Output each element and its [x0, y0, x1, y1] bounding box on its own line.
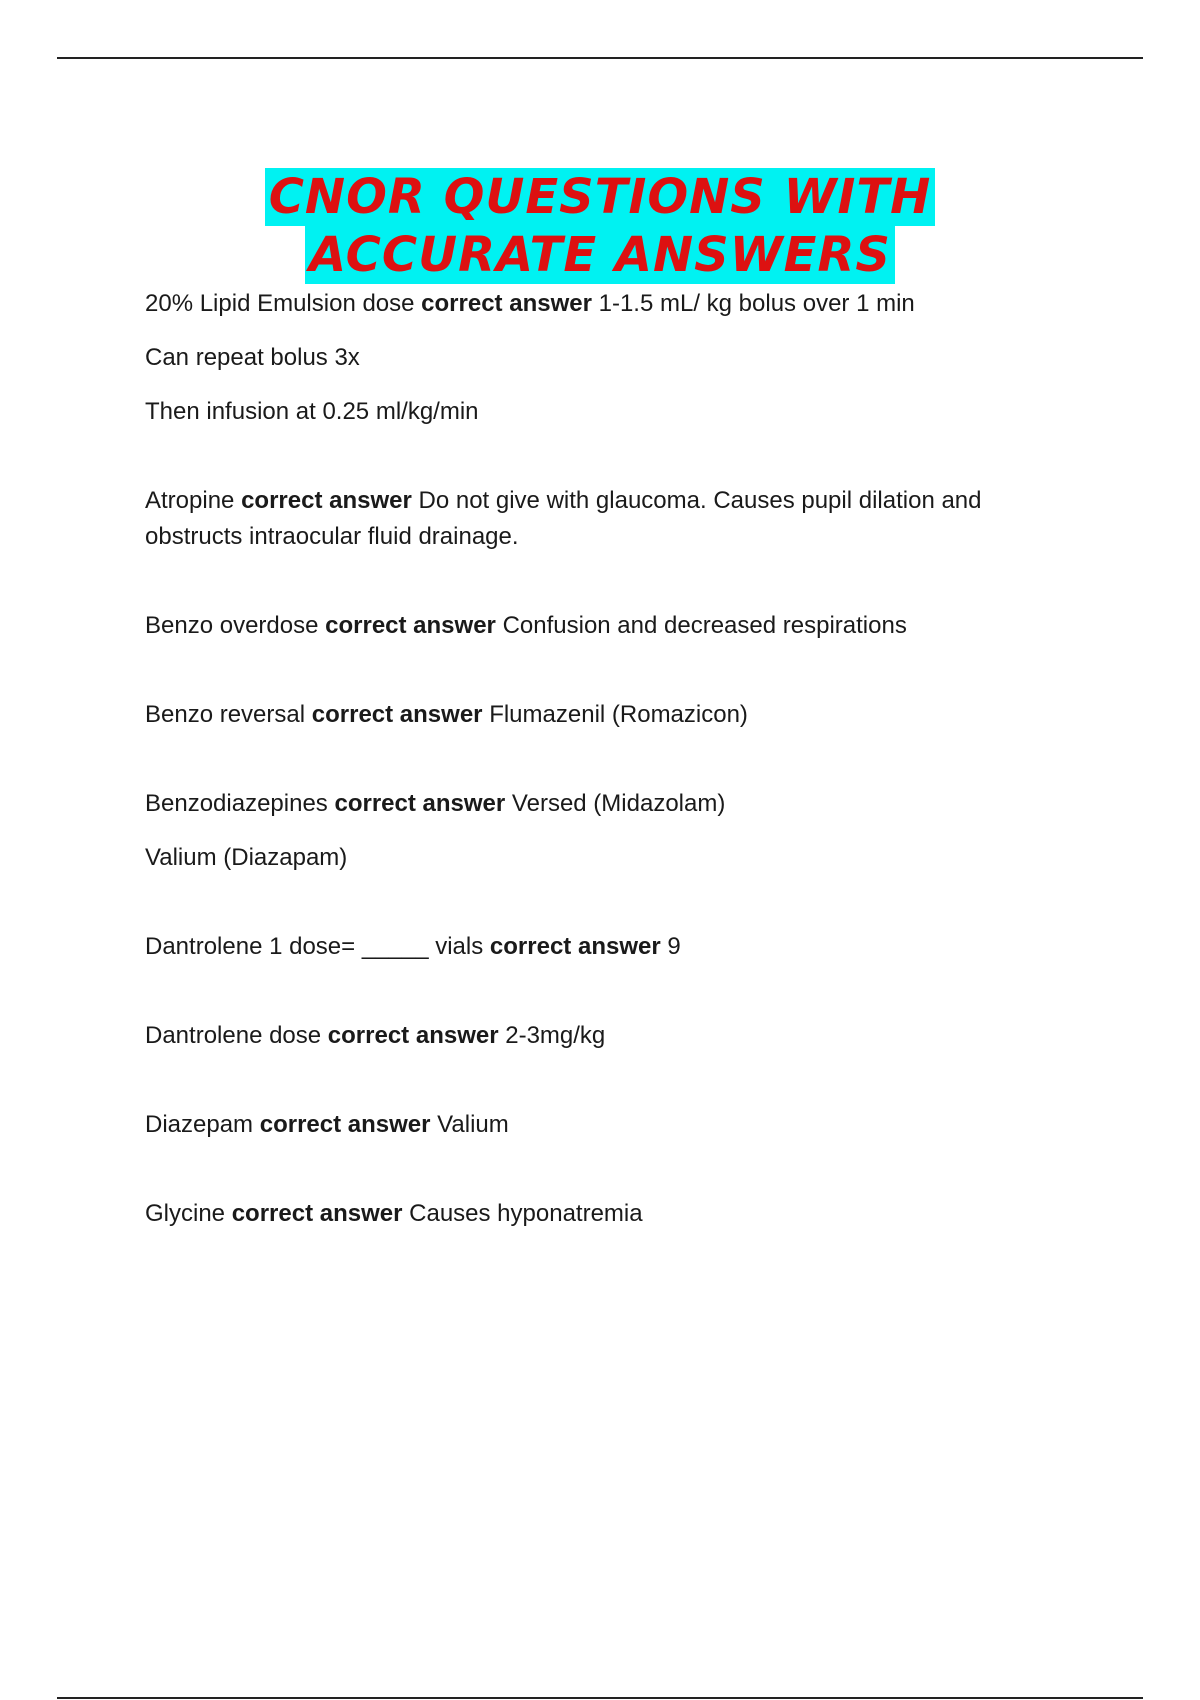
qa-entry — [145, 697, 1065, 733]
qa-line — [145, 697, 1065, 733]
answer-marker: correct answer — [334, 790, 506, 817]
qa-line — [145, 786, 1065, 822]
answer-text: Flumazenil (Romazicon) — [489, 701, 748, 728]
qa-entry — [145, 1196, 1065, 1232]
answer-text: Causes hyponatremia — [409, 1200, 643, 1227]
qa-entry — [145, 929, 1065, 965]
qa-entry — [145, 286, 1065, 430]
qa-entry — [145, 1107, 1065, 1143]
question-text: 20% Lipid Emulsion dose — [145, 290, 415, 317]
qa-entry — [145, 786, 1065, 876]
qa-line — [145, 483, 1065, 555]
answer-text: 1-1.5 mL/ kg bolus over 1 min — [598, 290, 915, 317]
answer-text: 9 — [667, 933, 681, 960]
question-text: Benzo reversal — [145, 701, 306, 728]
footer-rule — [57, 1697, 1143, 1699]
answer-marker: correct answer — [231, 1200, 403, 1227]
qa-line — [145, 1196, 1065, 1232]
qa-entry — [145, 1018, 1065, 1054]
qa-line — [145, 929, 1065, 965]
answer-text: Versed (Midazolam) — [511, 790, 726, 817]
answer-marker: correct answer — [327, 1022, 499, 1049]
answer-marker: correct answer — [325, 612, 496, 639]
answer-marker: correct answer — [421, 290, 592, 317]
title-line-1: CNOR QUESTIONS WITH — [265, 168, 936, 226]
answer-marker: correct answer — [241, 487, 412, 514]
qa-entry — [145, 483, 1065, 555]
question-text: Dantrolene dose — [145, 1022, 322, 1049]
question-text: Glycine — [145, 1200, 226, 1227]
document-title — [0, 168, 1200, 284]
qa-line — [145, 286, 1065, 322]
header-rule — [57, 57, 1143, 59]
qa-line — [145, 608, 1065, 644]
answer-text: 2-3mg/kg — [505, 1022, 606, 1049]
qa-line — [145, 1107, 1065, 1143]
title-line-2: ACCURATE ANSWERS — [305, 226, 895, 284]
answer-text: Do not give with glaucoma. Causes pupil dilation and obstructs intraocular fluid drainage. — [145, 487, 982, 550]
qa-list — [145, 286, 1065, 1250]
question-text: Benzo overdose — [145, 612, 319, 639]
answer-marker: correct answer — [259, 1111, 431, 1138]
answer-extra-line: Valium (Diazapam) — [145, 844, 348, 871]
qa-line — [145, 1018, 1065, 1054]
answer-text: Valium — [437, 1111, 509, 1138]
question-text: Dantrolene 1 dose= _____ vials — [145, 933, 484, 960]
question-text: Diazepam — [145, 1111, 254, 1138]
answer-extra-line: Can repeat bolus 3x — [145, 344, 360, 371]
qa-entry — [145, 608, 1065, 644]
question-text: Atropine — [145, 487, 235, 514]
question-text: Benzodiazepines — [145, 790, 328, 817]
answer-marker: correct answer — [489, 933, 661, 960]
answer-marker: correct answer — [311, 701, 483, 728]
answer-extra-line: Then infusion at 0.25 ml/kg/min — [145, 398, 479, 425]
answer-text: Confusion and decreased respirations — [502, 612, 907, 639]
